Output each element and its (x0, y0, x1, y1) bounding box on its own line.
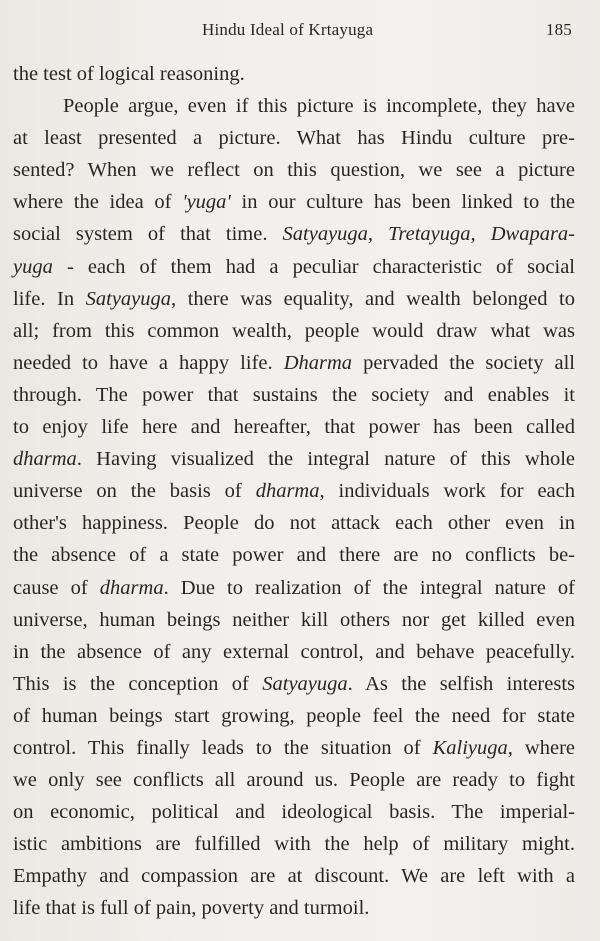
italic-term: yuga (13, 255, 53, 278)
text-line (13, 443, 575, 475)
italic-term: Satyayuga (85, 287, 172, 310)
text-line (13, 379, 575, 411)
text-segment: control. This finally leads to the situation of (13, 736, 433, 759)
page-number: 185 (545, 20, 572, 39)
italic-term: dharma (255, 480, 320, 503)
text-line (13, 347, 575, 379)
text-line (13, 700, 575, 732)
text-segment: the test of logical reasoning. (13, 63, 245, 85)
text-segment: life that is full of pain, poverty and turmoil. (13, 897, 370, 920)
text-segment: universe on the basis of (13, 480, 256, 503)
text-segment: sented? When we reflect on this question, we see a picture (13, 159, 575, 182)
text-line (13, 828, 575, 860)
text-segment: This is the conception of (13, 672, 263, 695)
text-line (13, 604, 575, 636)
text-segment: , individuals work for each (319, 480, 575, 503)
text-segment: through. The power that sustains the society and enables it (13, 383, 575, 406)
italic-term: dharma (13, 448, 77, 471)
text-line (13, 668, 575, 700)
text-line (13, 796, 575, 828)
text-line (13, 283, 575, 315)
text-segment: . Having visualized the integral nature of this whole (76, 448, 575, 471)
text-line (13, 539, 575, 571)
text-segment: on economic, political and ideological basis. The imperial- (13, 801, 575, 824)
text-segment: - each of them had a peculiar characteristic of social (52, 255, 575, 278)
text-line (13, 507, 575, 539)
text-segment: , where (507, 736, 575, 759)
text-segment: People argue, even if this picture is incomplete, they have (63, 95, 575, 118)
running-head: Hindu Ideal of Krtayuga (202, 20, 374, 39)
italic-term: Dharma (283, 351, 353, 374)
text-segment: social system of that time. (13, 223, 283, 246)
text-line (13, 315, 575, 347)
text-segment: the absence of a state power and there are no conflicts be- (13, 544, 575, 567)
text-segment: at least presented a picture. What has Hindu culture pre- (13, 127, 575, 150)
text-segment: to enjoy life here and hereafter, that power has been called (13, 416, 575, 439)
text-line (13, 411, 575, 443)
text-line (13, 572, 575, 604)
text-segment: pervaded the society all (352, 351, 575, 374)
text-line (13, 218, 575, 250)
text-segment: other's happiness. People do not attack each other even in (13, 512, 575, 535)
text-segment: needed to have a happy life. (13, 351, 284, 374)
text-line (13, 860, 575, 892)
text-segment: . Due to realization of the integral nature of (163, 576, 575, 599)
text-segment: universe, human beings neither kill others nor get killed even (13, 608, 575, 631)
italic-term: Satyayuga, Tretayuga, Dwapara- (282, 223, 575, 246)
text-line (13, 154, 575, 186)
text-segment: . As the selfish interests (347, 672, 575, 695)
text-line (13, 58, 575, 90)
page-header (0, 18, 600, 42)
text-line (13, 636, 575, 668)
text-segment: istic ambitions are fulfilled with the help of military might. (13, 833, 575, 856)
text-line (13, 186, 575, 218)
italic-term: Satyayuga (262, 672, 348, 695)
text-segment: , there was equality, and wealth belonged to (171, 287, 575, 310)
text-segment: life. In (13, 287, 86, 310)
text-line (13, 122, 575, 154)
text-line (13, 764, 575, 796)
text-segment: Empathy and compassion are at discount. We are left with a (13, 865, 575, 888)
text-segment: all; from this common wealth, people would draw what was (13, 319, 575, 342)
text-line (13, 90, 575, 122)
text-segment: we only see conflicts all around us. People are ready to fight (13, 769, 575, 792)
text-segment: in the absence of any external control, and behave peacefully. (13, 640, 575, 663)
italic-term: 'yuga' (182, 191, 231, 214)
text-segment: in our culture has been linked to the (230, 191, 575, 214)
text-segment: of human beings start growing, people feel the need for state (13, 704, 575, 727)
body-text (13, 58, 575, 925)
text-line (13, 475, 575, 507)
text-segment: cause of (13, 576, 100, 599)
text-line (13, 251, 575, 283)
text-line (13, 892, 575, 924)
text-line (13, 732, 575, 764)
text-segment: where the idea of (13, 191, 183, 214)
italic-term: Kaliyuga (432, 736, 508, 759)
italic-term: dharma (99, 576, 164, 599)
